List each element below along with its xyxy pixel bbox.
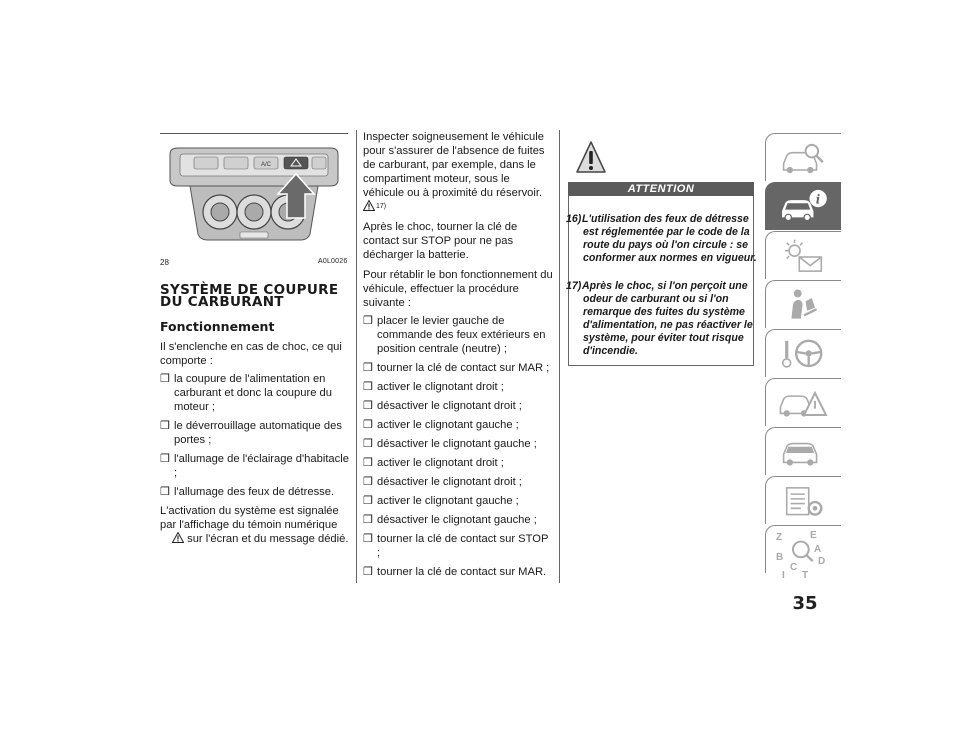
checkbox-icon: ❒	[160, 486, 170, 498]
list-item: ❒ désactiver le clignotant droit ;	[363, 400, 522, 412]
list-item: ❒ le déverrouillage automatique des portes ;	[160, 420, 342, 446]
specs-gear-icon	[770, 480, 838, 524]
list-item: ❒ tourner la clé de contact sur STOP ;	[363, 533, 549, 559]
list-item: ❒ activer le clignotant gauche ;	[363, 419, 519, 431]
warning-exclamation-icon	[575, 140, 607, 176]
tab-maintenance[interactable]	[765, 427, 841, 475]
intro-paragraph: Il s'enclenche en cas de choc, ce qui comporte :	[160, 341, 342, 367]
tab-emergency[interactable]	[765, 378, 841, 426]
checkbox-icon: ❒	[363, 419, 373, 431]
figure-number: 28	[160, 258, 169, 267]
note-17	[566, 280, 758, 358]
figure-code: A0L0026	[318, 258, 348, 265]
column-2-body	[363, 130, 553, 584]
note-number: 16)	[566, 213, 582, 225]
checkbox-icon: ❒	[160, 420, 170, 432]
car-info-icon	[770, 186, 838, 230]
section-title-line1: SYSTÈME DE COUPURE	[160, 282, 339, 298]
section-title-line2: DU CARBURANT	[160, 294, 284, 310]
checkbox-icon: ❒	[363, 566, 373, 578]
index-letter: Z	[776, 532, 783, 543]
checkbox-icon: ❒	[363, 533, 373, 545]
index-letter: C	[790, 562, 798, 573]
list-item: ❒ activer le clignotant droit ;	[363, 457, 504, 469]
checkbox-icon: ❒	[363, 400, 373, 412]
index-letter: I	[782, 570, 785, 581]
checkbox-icon: ❒	[363, 514, 373, 526]
warning-light-message-icon	[770, 235, 838, 279]
checkbox-icon: ❒	[363, 495, 373, 507]
car-search-icon	[770, 137, 838, 181]
index-letter: E	[810, 530, 817, 541]
note-text: L'utilisation des feux de détresse est réglementée par le code de la route du pays où l'on circule : se conformer aux normes en vigueur.	[582, 213, 757, 264]
section-subtitle: Fonctionnement	[160, 319, 275, 334]
checkbox-icon: ❒	[363, 315, 373, 327]
warning-triangle-icon	[172, 532, 184, 543]
note-text: Après le choc, si l'on perçoit une odeur de carburant ou si l'on remarque des fuites du système d'alimentation, ne pas réactiver le système, pour éviter tout risque d'incendie.	[582, 280, 753, 357]
list-item: ❒ désactiver le clignotant droit ;	[363, 476, 522, 488]
tab-specs[interactable]	[765, 476, 841, 524]
activation-paragraph: L'activation du système est signalée par l'affichage du témoin numérique sur l'écran et du message dédié.	[160, 505, 349, 545]
note-number: 17)	[566, 280, 582, 292]
list-item: ❒ activer le clignotant droit ;	[363, 381, 504, 393]
section-title	[160, 284, 350, 308]
svg-text:i: i	[815, 192, 821, 207]
index-letter: T	[802, 570, 809, 581]
column-1-body	[160, 340, 352, 552]
tab-safety[interactable]	[765, 280, 841, 328]
list-item: ❒ activer le clignotant gauche ;	[363, 495, 519, 507]
car-hazard-icon	[770, 382, 838, 426]
tab-index[interactable]	[765, 525, 841, 581]
list-item: ❒ désactiver le clignotant gauche ;	[363, 514, 537, 526]
list-item: ❒ placer le levier gauche de commande des feux extérieurs en position centrale (neutre) ;	[363, 315, 546, 355]
figure-top-rule	[160, 133, 348, 134]
ac-label: A/C	[261, 162, 272, 168]
inspect-paragraph: Inspecter soigneusement le véhicule pour s'assurer de l'absence de fuites de carburant, par exemple, dans le compartiment moteur, sous le véhicule ou à proximité du réservoir. $^{17)}$	[363, 131, 545, 210]
tab-starting-driving[interactable]	[765, 329, 841, 377]
index-letter: B	[776, 552, 784, 563]
index-letter: D	[818, 556, 826, 567]
column-divider	[356, 130, 357, 583]
list-item: ❒ tourner la clé de contact sur MAR.	[363, 566, 547, 578]
list-item: ❒ l'allumage des feux de détresse.	[160, 486, 335, 498]
checkbox-icon: ❒	[363, 381, 373, 393]
list-item: ❒ tourner la clé de contact sur MAR ;	[363, 362, 550, 374]
after-shock-paragraph: Après le choc, tourner la clé de contact sur STOP pour ne pas décharger la batterie.	[363, 221, 518, 261]
checkbox-icon: ❒	[160, 453, 170, 465]
column-divider	[559, 130, 560, 583]
checkbox-icon: ❒	[363, 457, 373, 469]
checkbox-icon: ❒	[160, 373, 170, 385]
index-letter: A	[814, 544, 822, 555]
list-item: ❒ désactiver le clignotant gauche ;	[363, 438, 537, 450]
list-item: ❒ l'allumage de l'éclairage d'habitacle ;	[160, 453, 349, 479]
tab-warning-lights[interactable]	[765, 231, 841, 279]
attention-title: ATTENTION	[568, 182, 754, 196]
page-number: 35	[792, 593, 818, 614]
note-16	[566, 213, 758, 265]
list-item: ❒ la coupure de l'alimentation en carburant et donc la coupure du moteur ;	[160, 373, 332, 413]
tab-car-info[interactable]	[765, 182, 841, 230]
steering-wheel-key-icon	[770, 333, 838, 377]
checkbox-icon: ❒	[363, 476, 373, 488]
warning-triangle-icon	[363, 200, 375, 211]
checkbox-icon: ❒	[363, 438, 373, 450]
restore-paragraph: Pour rétablir le bon fonctionnement du véhicule, effectuer la procédure suivante :	[363, 269, 553, 309]
note-reference: 17)	[376, 203, 387, 210]
checkbox-icon: ❒	[363, 362, 373, 374]
car-service-icon	[770, 431, 838, 475]
hazard-button-illustration	[160, 140, 348, 246]
airbag-person-icon	[770, 284, 838, 328]
tab-car-search[interactable]	[765, 133, 841, 181]
